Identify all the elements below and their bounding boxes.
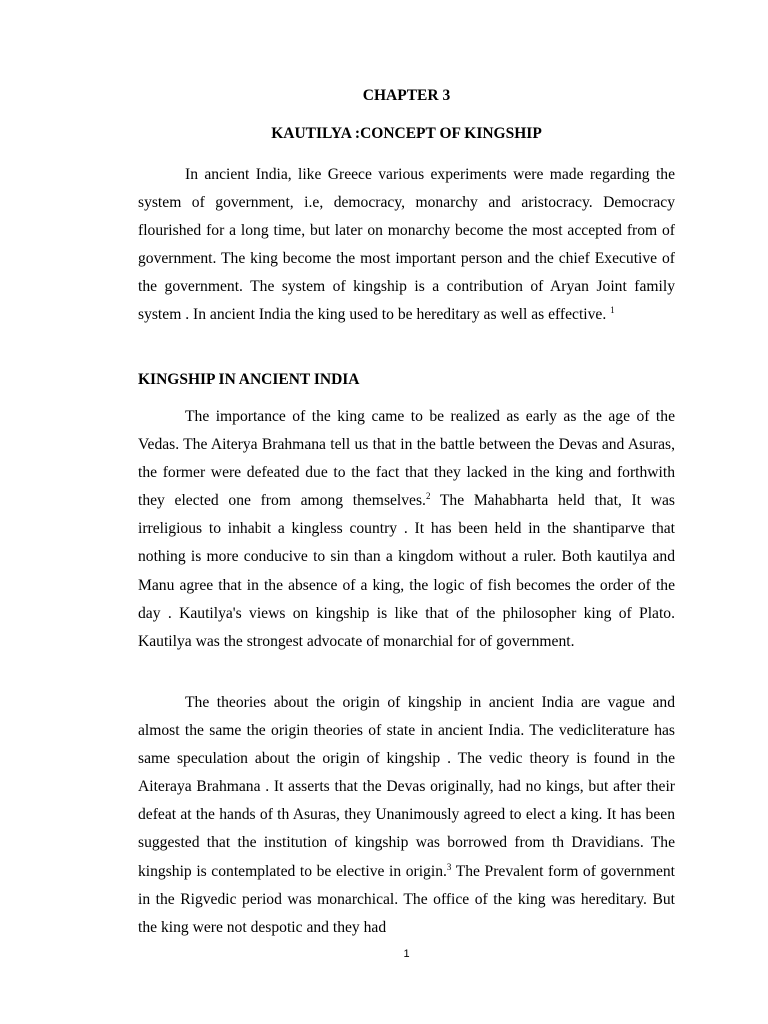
page-number: 1 (403, 948, 410, 960)
footnote-ref-1: 1 (610, 305, 615, 316)
chapter-title: KAUTILYA :CONCEPT OF KINGSHIP (271, 125, 542, 142)
paragraph-2 (138, 403, 675, 656)
footnote-ref-2: 2 (425, 491, 431, 502)
chapter-label: CHAPTER 3 (362, 87, 451, 104)
footnote-ref-3: 3 (446, 861, 452, 872)
paragraph-2-text-a: The importance of the king came to be realized as early as the age of the Vedas. The Aiterya Brahmana tell us that in the battle between the Devas and Asuras, the former were defeated due to the fact that they lacked in the king and forthwith they elected one from among themselves. (138, 408, 675, 510)
paragraph-1-text: In ancient India, like Greece various experiments were made regarding the system of government, i.e, democracy, monarchy and aristocracy. Democracy flourished for a long time, but later on monarchy become the most accepted from of government. The king become the most important person and the chief Executive of the government. The system of kingship is a contribution of Aryan Joint family system . In ancient India the king used to be hereditary as well as effective. (138, 166, 675, 324)
paragraph-1 (138, 161, 675, 330)
document-page (138, 0, 675, 1024)
section-heading: KINGSHIP IN ANCIENT INDIA (138, 371, 360, 388)
paragraph-3 (138, 689, 675, 942)
paragraph-3-text-b: The Prevalent form of government in the Rigvedic period was monarchical. The office of the king was hereditary. But the king were not despotic and they had (138, 862, 675, 936)
paragraph-2-text-b: The Mahabharta held that, It was irreligious to inhabit a kingless country . It has been held in the shantiparve that nothing is more conducive to sin than a kingdom without a ruler. Both kautilya and Manu agree that in the absence of a king, the logic of fish becomes the order of the day . Kautilya's views on kingship is like that of the philosopher king of Plato. Kautilya was the strongest advocate of monarchial for of government. (138, 492, 675, 650)
paragraph-3-text-a: The theories about the origin of kingship in ancient India are vague and almost the same the origin theories of state in ancient India. The vedicliterature has same speculation about the origin of kingship . The vedic theory is found in the Aiteraya Brahmana . It asserts that the Devas originally, had no kings, but after their defeat at the hands of th Asuras, they Unanimously agreed to elect a king. It has been suggested that the institution of kingship was borrowed from th Dravidians. The kingship is contemplated to be elective in origin. (138, 694, 675, 880)
